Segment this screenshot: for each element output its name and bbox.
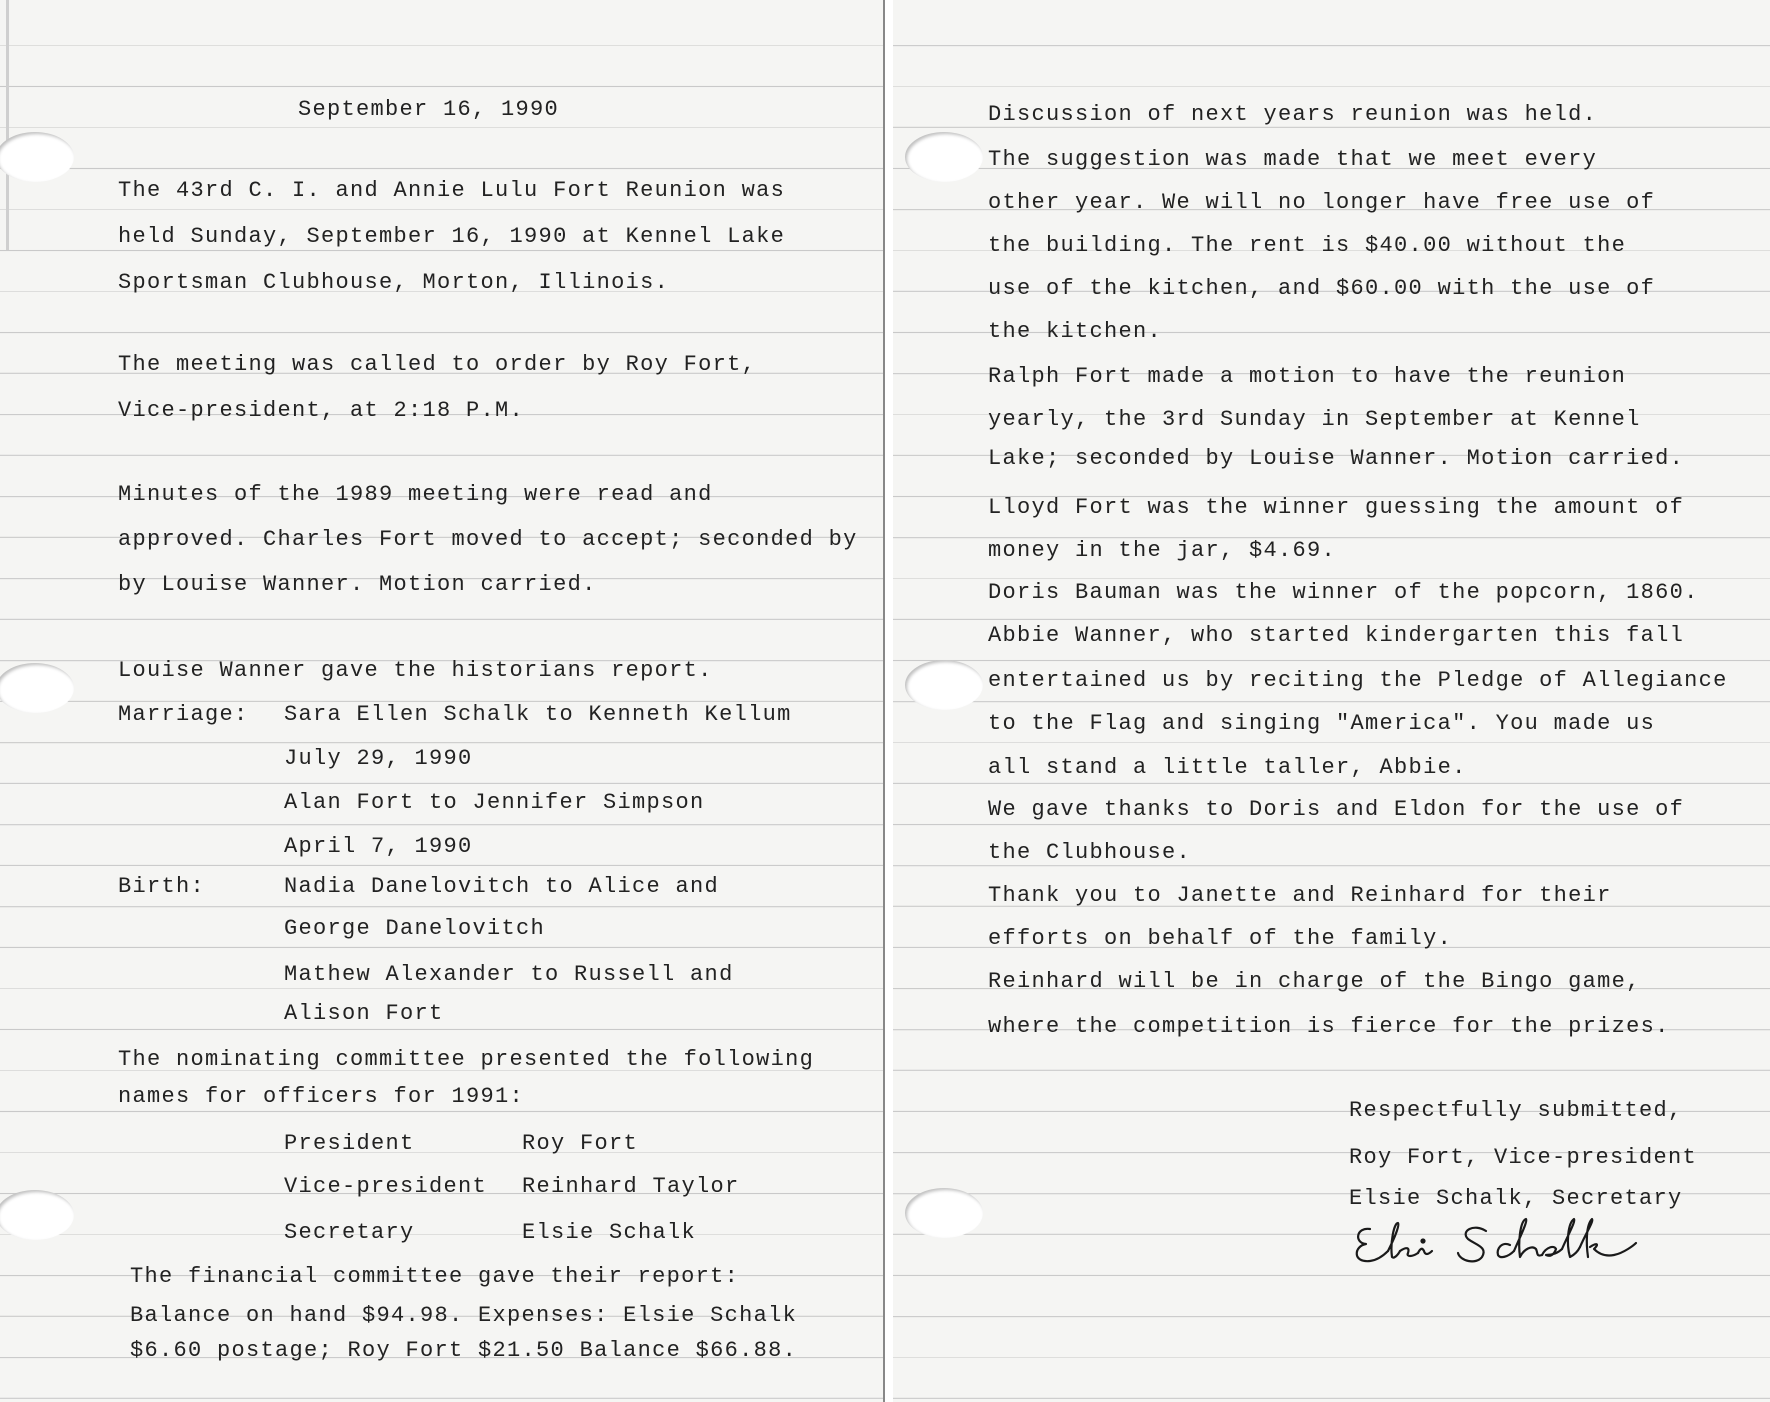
body-line: entertained us by reciting the Pledge of Allegiance	[988, 668, 1728, 693]
nominating-line: names for officers for 1991:	[118, 1084, 525, 1109]
paper-edge-tape	[6, 0, 9, 250]
historian-line: Louise Wanner gave the historians report.	[118, 658, 713, 683]
letter-date: September 16, 1990	[298, 97, 560, 122]
marriage-entry: Sara Ellen Schalk to Kenneth Kellum	[284, 702, 792, 727]
officer-title: Vice-president	[284, 1174, 488, 1199]
body-line: yearly, the 3rd Sunday in September at Kennel	[988, 407, 1641, 432]
body-line: Doris Bauman was the winner of the popcorn, 1860.	[988, 580, 1699, 605]
body-line: the kitchen.	[988, 319, 1163, 344]
marriage-entry: April 7, 1990	[284, 834, 473, 859]
marriage-label: Marriage:	[118, 702, 249, 727]
body-line: to the Flag and singing "America". You made us	[988, 711, 1656, 736]
punch-hole	[905, 132, 983, 182]
minutes-line: Minutes of the 1989 meeting were read and	[118, 482, 713, 507]
body-line: money in the jar, $4.69.	[988, 538, 1337, 563]
officer-name: Reinhard Taylor	[522, 1174, 740, 1199]
closing-line: Roy Fort, Vice-president	[1349, 1145, 1698, 1170]
body-line: Lloyd Fort was the winner guessing the amount of	[988, 495, 1685, 520]
body-line: The suggestion was made that we meet every	[988, 147, 1598, 172]
body-line: use of the kitchen, and $60.00 with the use of	[988, 276, 1656, 301]
financial-line: Balance on hand $94.98. Expenses: Elsie Schalk	[130, 1303, 798, 1328]
intro-line: held Sunday, September 16, 1990 at Kennel Lake	[118, 224, 786, 249]
body-line: the Clubhouse.	[988, 840, 1192, 865]
intro-line: Sportsman Clubhouse, Morton, Illinois.	[118, 270, 670, 295]
body-line: other year. We will no longer have free use of	[988, 190, 1656, 215]
punch-hole	[905, 1188, 983, 1238]
minutes-line: by Louise Wanner. Motion carried.	[118, 572, 597, 597]
call-to-order-line: Vice-president, at 2:18 P.M.	[118, 398, 525, 423]
call-to-order-line: The meeting was called to order by Roy Fort,	[118, 352, 757, 377]
body-line: all stand a little taller, Abbie.	[988, 755, 1467, 780]
financial-line: $6.60 postage; Roy Fort $21.50 Balance $66.88.	[130, 1338, 798, 1363]
body-line: Thank you to Janette and Reinhard for their	[988, 883, 1612, 908]
body-line: the building. The rent is $40.00 without the	[988, 233, 1627, 258]
body-line: Ralph Fort made a motion to have the reunion	[988, 364, 1627, 389]
marriage-entry: July 29, 1990	[284, 746, 473, 771]
body-line: Reinhard will be in charge of the Bingo game,	[988, 969, 1641, 994]
birth-label: Birth:	[118, 874, 206, 899]
minutes-line: approved. Charles Fort moved to accept; seconded by	[118, 527, 858, 552]
body-line: where the competition is fierce for the prizes.	[988, 1014, 1670, 1039]
punch-hole	[0, 132, 74, 182]
officer-title: President	[284, 1131, 415, 1156]
closing-line: Elsie Schalk, Secretary	[1349, 1186, 1683, 1211]
body-line: We gave thanks to Doris and Eldon for the use of	[988, 797, 1685, 822]
birth-entry: Mathew Alexander to Russell and	[284, 962, 734, 987]
officer-title: Secretary	[284, 1220, 415, 1245]
body-line: Abbie Wanner, who started kindergarten this fall	[988, 623, 1685, 648]
birth-entry: George Danelovitch	[284, 916, 546, 941]
officer-name: Elsie Schalk	[522, 1220, 697, 1245]
financial-line: The financial committee gave their report:	[130, 1264, 740, 1289]
birth-entry: Nadia Danelovitch to Alice and	[284, 874, 720, 899]
punch-hole	[0, 1190, 74, 1240]
body-line: Discussion of next years reunion was held.	[988, 102, 1598, 127]
officer-name: Roy Fort	[522, 1131, 639, 1156]
nominating-line: The nominating committee presented the following	[118, 1047, 815, 1072]
birth-entry: Alison Fort	[284, 1001, 444, 1026]
handwritten-signature	[1348, 1213, 1638, 1271]
intro-line: The 43rd C. I. and Annie Lulu Fort Reunion was	[118, 178, 786, 203]
body-line: efforts on behalf of the family.	[988, 926, 1453, 951]
punch-hole	[905, 660, 983, 710]
closing-line: Respectfully submitted,	[1349, 1098, 1683, 1123]
punch-hole	[0, 663, 74, 713]
marriage-entry: Alan Fort to Jennifer Simpson	[284, 790, 705, 815]
body-line: Lake; seconded by Louise Wanner. Motion carried.	[988, 446, 1685, 471]
